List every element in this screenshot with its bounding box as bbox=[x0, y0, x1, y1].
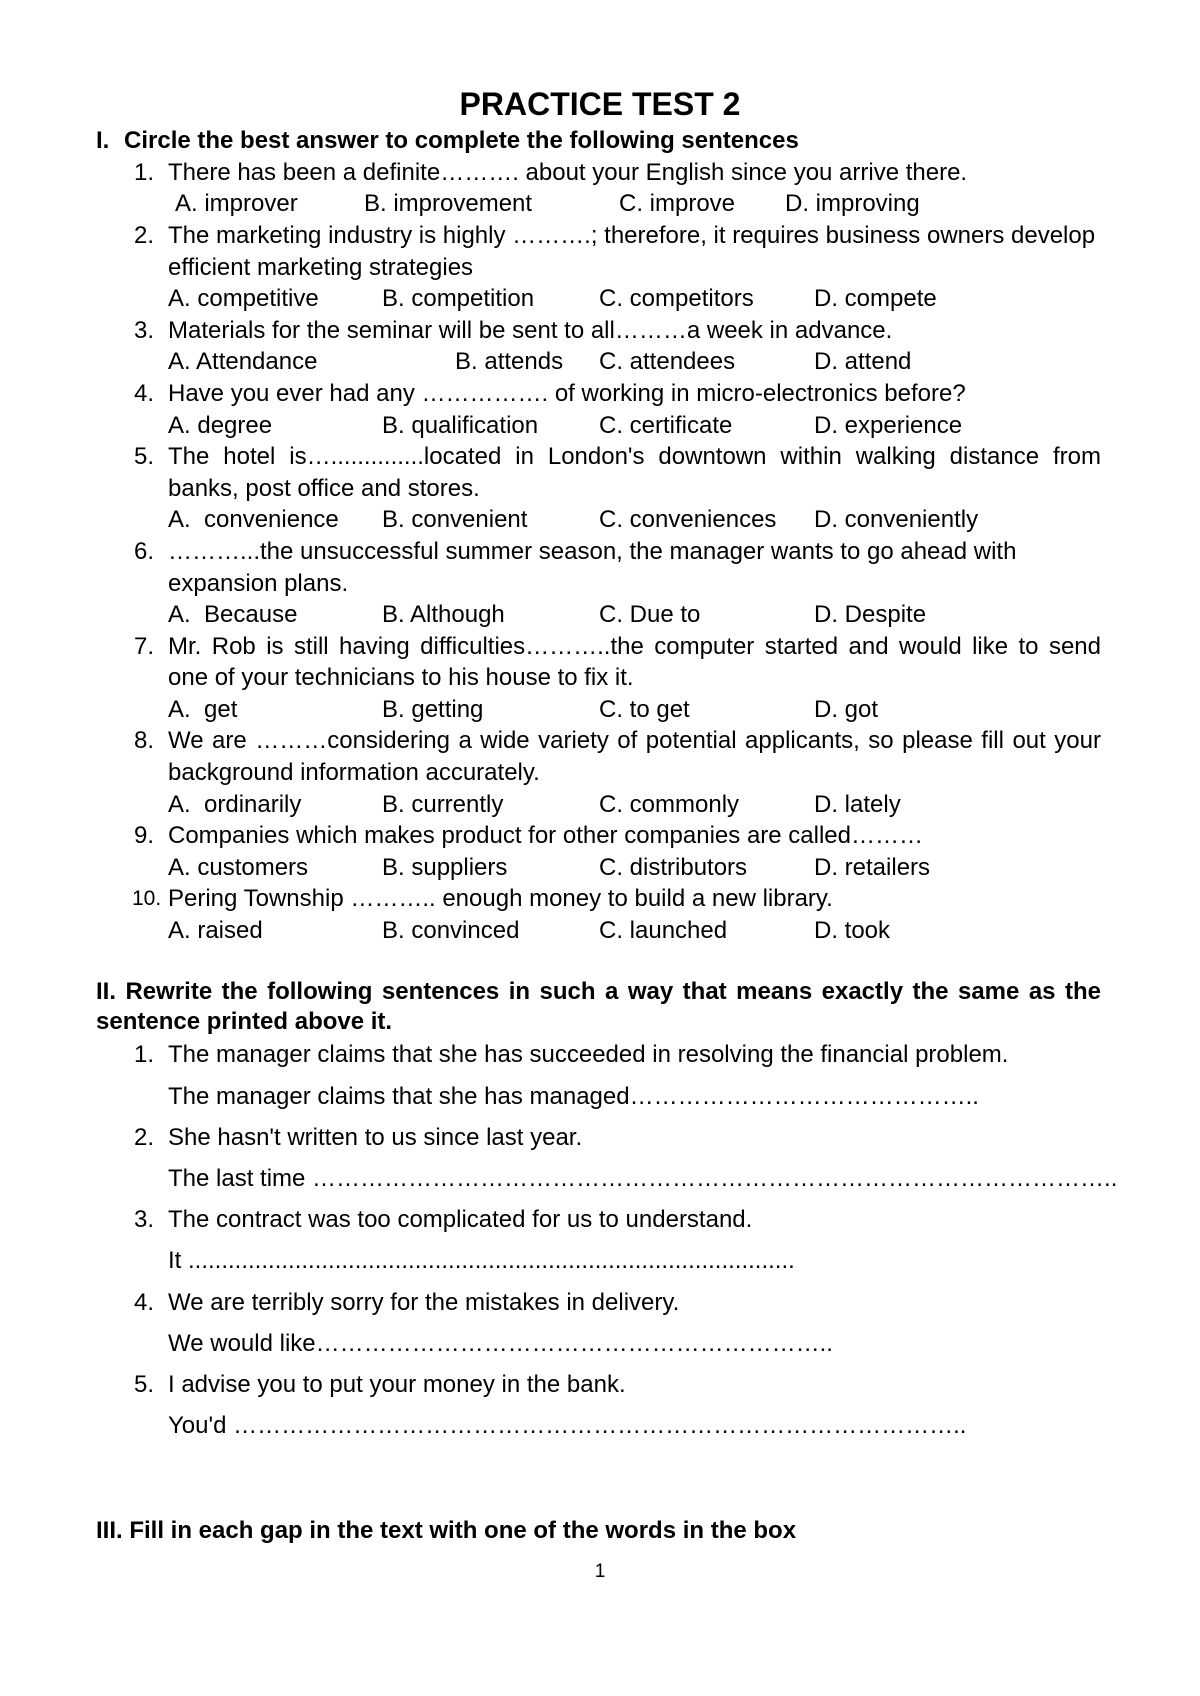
question-text: Mr. Rob is still having difficulties………..the computer started and would like to send bbox=[168, 632, 1101, 660]
option-a: A. convenience bbox=[168, 506, 339, 534]
rewrite-prompt: The manager claims that she has managed…………………………………….. bbox=[168, 1082, 979, 1110]
question-text: Materials for the seminar will be sent to all………a week in advance. bbox=[168, 316, 893, 344]
answer-options bbox=[0, 789, 1200, 821]
original-sentence: The manager claims that she has succeeded in resolving the financial problem. bbox=[168, 1041, 1009, 1069]
question-text: The marketing industry is highly ……….; therefore, it requires business owners develop bbox=[168, 221, 1096, 249]
question-text: background information accurately. bbox=[168, 759, 540, 787]
option-a: A. get bbox=[168, 695, 238, 723]
question-10 bbox=[0, 883, 1200, 946]
option-c: C. certificate bbox=[599, 411, 733, 439]
option-a: A. Because bbox=[168, 601, 298, 629]
option-b: B. currently bbox=[382, 790, 504, 818]
option-d: D. improving bbox=[785, 190, 920, 218]
answer-options bbox=[0, 599, 1200, 631]
rewrite-prompt: You'd ……………………………………………………………………………….. bbox=[168, 1412, 967, 1440]
section-instruction: Circle the best answer to complete the following sentences bbox=[124, 127, 799, 155]
option-b: B. getting bbox=[382, 695, 484, 723]
option-d: D. Despite bbox=[814, 601, 927, 629]
option-b: B. suppliers bbox=[382, 853, 508, 881]
question-number: 3. bbox=[134, 316, 155, 344]
question-number: 4. bbox=[134, 379, 155, 407]
original-sentence: We are terribly sorry for the mistakes in delivery. bbox=[168, 1288, 680, 1316]
original-sentence: The contract was too complicated for us to understand. bbox=[168, 1206, 753, 1234]
rewrite-item-1 bbox=[0, 1034, 1200, 1116]
question-text: There has been a definite………. about your English since you arrive there. bbox=[168, 158, 968, 186]
option-c: C. Due to bbox=[599, 601, 701, 629]
option-b: B. convinced bbox=[382, 917, 520, 945]
page-number: 1 bbox=[594, 1561, 606, 1582]
option-a: A. improver bbox=[175, 190, 298, 218]
question-number: 1. bbox=[134, 158, 155, 186]
section-2-heading bbox=[96, 977, 1101, 1037]
option-d: D. conveniently bbox=[814, 506, 979, 534]
question-4 bbox=[0, 378, 1200, 441]
rewrite-prompt: It ........................................................................................... bbox=[168, 1247, 795, 1275]
answer-options bbox=[0, 410, 1200, 442]
option-b: B. improvement bbox=[364, 190, 533, 218]
option-a: A. Attendance bbox=[168, 348, 318, 376]
option-c: C. improve bbox=[619, 190, 736, 218]
question-9 bbox=[0, 820, 1200, 883]
option-b: B. Although bbox=[382, 601, 505, 629]
answer-options bbox=[0, 188, 1200, 220]
option-a: A. competitive bbox=[168, 285, 319, 313]
question-text: The hotel is…..............located in London's downtown within walking distance from bbox=[168, 443, 1101, 471]
item-number: 3. bbox=[134, 1206, 155, 1234]
option-c: C. launched bbox=[599, 917, 728, 945]
question-text: Companies which makes product for other companies are called……… bbox=[168, 822, 924, 850]
question-6 bbox=[0, 536, 1200, 631]
question-7 bbox=[0, 631, 1200, 726]
option-c: C. competitors bbox=[599, 285, 754, 313]
option-d: D. retailers bbox=[814, 853, 931, 881]
option-c: C. attendees bbox=[599, 348, 736, 376]
question-number: 5. bbox=[134, 443, 155, 471]
question-text: Pering Township ……….. enough money to build a new library. bbox=[168, 885, 833, 913]
question-text: Have you ever had any ……………. of working in micro-electronics before? bbox=[168, 379, 966, 407]
option-d: D. lately bbox=[814, 790, 901, 818]
answer-options bbox=[0, 504, 1200, 536]
section-1 bbox=[0, 125, 1200, 946]
rewrite-prompt: The last time ……………………………………………………………………………………….. bbox=[168, 1164, 1118, 1192]
option-b: B. convenient bbox=[382, 506, 528, 534]
page-title: PRACTICE TEST 2 bbox=[459, 86, 741, 122]
section-3-heading: III. Fill in each gap in the text with one of the words in the box bbox=[96, 1517, 797, 1545]
rewrite-item-3 bbox=[0, 1199, 1200, 1281]
question-text: efficient marketing strategies bbox=[168, 253, 474, 281]
option-d: D. compete bbox=[814, 285, 937, 313]
question-number: 7. bbox=[134, 632, 155, 660]
option-b: B. attends bbox=[455, 348, 564, 376]
question-text: expansion plans. bbox=[168, 569, 349, 597]
answer-options bbox=[0, 283, 1200, 315]
section-1-heading bbox=[0, 125, 1200, 157]
question-number: 8. bbox=[134, 727, 155, 755]
question-text: ………...the unsuccessful summer season, the manager wants to go ahead with bbox=[168, 537, 1017, 565]
rewrite-item-5 bbox=[0, 1364, 1200, 1446]
option-d: D. got bbox=[814, 695, 879, 723]
question-3 bbox=[0, 315, 1200, 378]
question-number: 9. bbox=[134, 822, 155, 850]
rewrite-item-2 bbox=[0, 1117, 1200, 1199]
answer-options bbox=[0, 346, 1200, 378]
section-number: I. bbox=[96, 127, 110, 155]
option-a: A. customers bbox=[168, 853, 309, 881]
section-2-heading-line: sentence printed above it. bbox=[96, 1008, 393, 1035]
option-c: C. distributors bbox=[599, 853, 748, 881]
question-text: We are ………considering a wide variety of potential applicants, so please fill out your bbox=[168, 727, 1101, 755]
item-number: 4. bbox=[134, 1288, 155, 1316]
question-number: 10. bbox=[132, 887, 162, 911]
question-1 bbox=[0, 157, 1200, 220]
option-a: A. degree bbox=[168, 411, 273, 439]
section-2 bbox=[0, 1034, 1200, 1446]
rewrite-prompt: We would like……………………………………………………….. bbox=[168, 1329, 833, 1357]
option-a: A. raised bbox=[168, 917, 263, 945]
option-c: C. conveniences bbox=[599, 506, 777, 534]
question-8 bbox=[0, 725, 1200, 820]
rewrite-item-4 bbox=[0, 1282, 1200, 1364]
question-text: one of your technicians to his house to fix it. bbox=[168, 664, 634, 692]
option-d: D. attend bbox=[814, 348, 912, 376]
answer-options bbox=[0, 694, 1200, 726]
answer-options bbox=[0, 915, 1200, 947]
question-text: banks, post office and stores. bbox=[168, 474, 480, 502]
option-c: C. to get bbox=[599, 695, 690, 723]
question-number: 6. bbox=[134, 537, 155, 565]
section-2-heading-line: II. Rewrite the following sentences in such a way that means exactly the same as the bbox=[96, 978, 1101, 1005]
original-sentence: She hasn't written to us since last year. bbox=[168, 1123, 583, 1151]
option-a: A. ordinarily bbox=[168, 790, 302, 818]
option-c: C. commonly bbox=[599, 790, 740, 818]
question-5 bbox=[0, 441, 1200, 536]
item-number: 1. bbox=[134, 1041, 155, 1069]
option-d: D. took bbox=[814, 917, 891, 945]
answer-options bbox=[0, 852, 1200, 884]
item-number: 2. bbox=[134, 1123, 155, 1151]
original-sentence: I advise you to put your money in the bank. bbox=[168, 1370, 626, 1398]
question-number: 2. bbox=[134, 221, 155, 249]
option-d: D. experience bbox=[814, 411, 963, 439]
option-b: B. qualification bbox=[382, 411, 539, 439]
question-2 bbox=[0, 220, 1200, 315]
item-number: 5. bbox=[134, 1370, 155, 1398]
option-b: B. competition bbox=[382, 285, 535, 313]
